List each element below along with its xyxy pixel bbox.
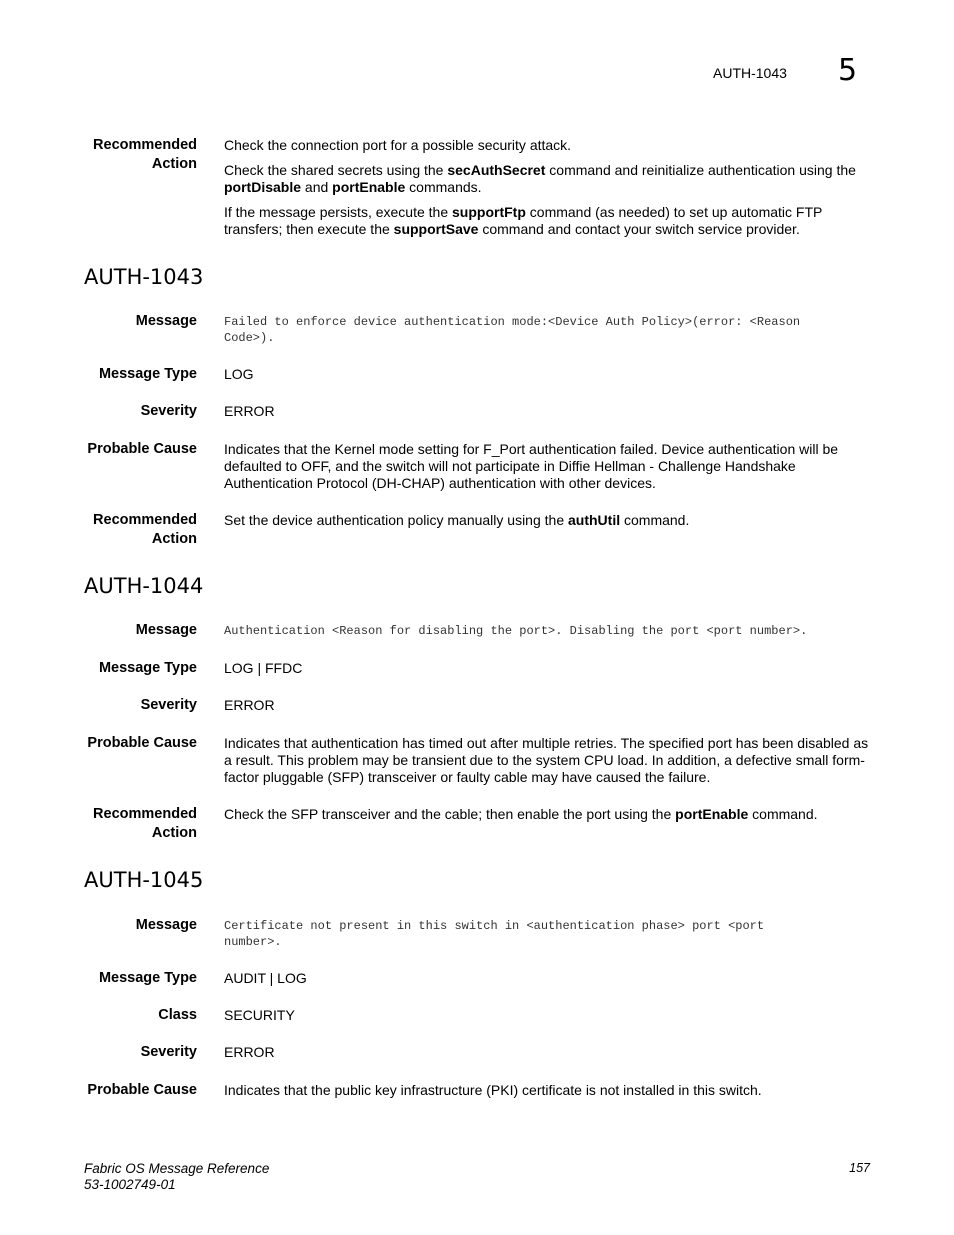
probable-cause-text: Indicates that authentication has timed out after multiple retries. The specified port has been disabled as a result. This problem may be transient due to the system CPU load. In addition, a defective small form-factor pluggable (SFP) transceiver or faulty cable may have caused the failure. (224, 735, 869, 785)
message-label: Message (135, 313, 197, 329)
message-line: number>. (224, 935, 282, 949)
chapter-number: 5 (838, 53, 858, 88)
label-line-1: Recommended (93, 137, 197, 153)
document-number: 53-1002749-01 (84, 1177, 176, 1192)
message-label: Message (135, 622, 197, 638)
severity-value: ERROR (224, 1044, 275, 1060)
recommended-action-label (37, 511, 197, 549)
action-paragraph-3 (224, 204, 872, 238)
section-heading: AUTH-1044 (84, 574, 204, 598)
recommended-action-text (224, 512, 872, 529)
message-type-value: LOG (224, 366, 254, 382)
message-line: Code>). (224, 331, 275, 345)
message-line: Certificate not present in this switch in <authentication phase> port <port (224, 919, 765, 933)
label-line-2: Action (151, 531, 197, 547)
severity-value: ERROR (224, 697, 275, 713)
text-run: Set the device authentication policy manually using the (224, 512, 568, 528)
probable-cause-label: Probable Cause (87, 735, 197, 751)
class-value: SECURITY (224, 1007, 295, 1023)
probable-cause-text: Indicates that the Kernel mode setting for F_Port authentication failed. Device authentication will be defaulted to OFF, and the switch will not participate in Diffie Hellman - Challenge Handshake Authentication Protocol (DH-CHAP) authentication with other devices. (224, 441, 839, 491)
severity-value: ERROR (224, 403, 275, 419)
recommended-action-label (37, 136, 197, 174)
severity-label: Severity (140, 403, 197, 419)
message-type-value: AUDIT | LOG (224, 970, 307, 986)
label-line-1: Recommended (93, 512, 197, 528)
command-name: portEnable (332, 179, 406, 195)
probable-cause-text: Indicates that the public key infrastructure (PKI) certificate is not installed in this switch. (224, 1082, 762, 1098)
section-heading: AUTH-1043 (84, 265, 204, 289)
command-name: authUtil (568, 512, 621, 528)
message-line: Authentication <Reason for disabling the port>. Disabling the port <port number>. (224, 624, 808, 638)
section-heading: AUTH-1045 (84, 868, 204, 892)
text-run: command. (620, 512, 690, 528)
text-run: If the message persists, execute the (224, 204, 453, 220)
footer-document-info (84, 1161, 269, 1193)
label-line-2: Action (151, 825, 197, 841)
text-run: Check the shared secrets using the (224, 162, 448, 178)
severity-label: Severity (140, 697, 197, 713)
label-line-1: Recommended (93, 806, 197, 822)
page-number: 157 (849, 1161, 870, 1175)
recommended-action-label (37, 805, 197, 843)
recommended-action-text (224, 806, 872, 823)
label-line-2: Action (151, 156, 197, 172)
text-run: and (301, 179, 333, 195)
action-paragraph-1: Check the connection port for a possible security attack. (224, 137, 572, 153)
action-paragraph-2 (224, 162, 872, 196)
text-run: command and contact your switch service provider. (478, 221, 800, 237)
message-line: Failed to enforce device authentication mode:<Device Auth Policy>(error: <Reason (224, 315, 801, 329)
text-run: Check the SFP transceiver and the cable; then enable the port using the (224, 806, 676, 822)
message-type-label: Message Type (98, 366, 197, 382)
message-label: Message (135, 917, 197, 933)
message-text (224, 623, 874, 639)
severity-label: Severity (140, 1044, 197, 1060)
command-name: portDisable (224, 179, 302, 195)
text-run: command and reinitialize authentication using the (545, 162, 856, 178)
command-name: supportSave (393, 221, 479, 237)
class-label: Class (158, 1007, 197, 1023)
command-name: supportFtp (452, 204, 526, 220)
message-type-label: Message Type (98, 660, 197, 676)
text-run: command (as needed) to set up automatic FTP transfers; then execute the (224, 204, 823, 237)
message-text (224, 918, 874, 950)
probable-cause-label: Probable Cause (87, 441, 197, 457)
message-type-value: LOG | FFDC (224, 660, 303, 676)
probable-cause-label: Probable Cause (87, 1082, 197, 1098)
message-type-label: Message Type (98, 970, 197, 986)
command-name: secAuthSecret (447, 162, 546, 178)
command-name: portEnable (675, 806, 749, 822)
document-title: Fabric OS Message Reference (84, 1161, 270, 1176)
running-header-label: AUTH-1043 (713, 65, 787, 81)
message-text (224, 314, 874, 346)
text-run: command. (748, 806, 818, 822)
text-run: commands. (405, 179, 482, 195)
